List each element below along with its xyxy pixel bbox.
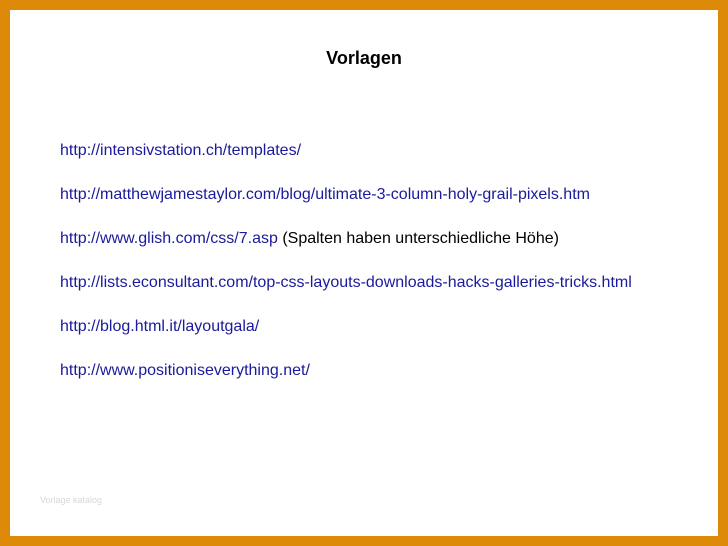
page-title: Vorlagen [326,48,402,68]
link-intensivstation[interactable]: http://intensivstation.ch/templates/ [60,142,302,159]
link-positioniseverything[interactable]: http://www.positioniseverything.net/ [60,362,310,379]
list-item [60,184,720,228]
link-econsultant[interactable]: http://lists.econsultant.com/top-css-layouts-downloads-hacks-galleries-tricks.html [60,274,632,291]
link-note: (Spalten haben unterschiedliche Höhe) [282,230,559,247]
link-list [60,140,720,404]
list-item [60,360,720,404]
list-item [60,140,720,184]
list-item [60,228,720,272]
list-item [60,316,720,360]
watermark-text: Vorlage katalog [40,495,103,505]
link-layoutgala[interactable]: http://blog.html.it/layoutgala/ [60,318,260,335]
link-matthewjamestaylor[interactable]: http://matthewjamestaylor.com/blog/ultimate-3-column-holy-grail-pixels.htm [60,186,590,203]
link-glish[interactable]: http://www.glish.com/css/7.asp [60,230,278,247]
list-item [60,272,720,316]
